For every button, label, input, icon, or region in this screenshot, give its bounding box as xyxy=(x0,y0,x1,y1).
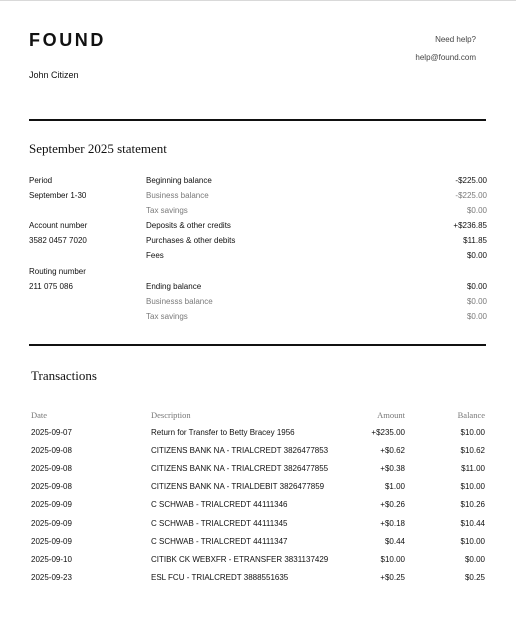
period-value: September 1-30 xyxy=(29,191,87,200)
account-number-label: Account number xyxy=(29,221,88,230)
summary-value: +$236.85 xyxy=(453,221,487,230)
summary-label: Beginning balance xyxy=(146,176,212,185)
summary-label: Deposits & other credits xyxy=(146,221,231,230)
transaction-amount: $0.44 xyxy=(384,536,405,546)
transaction-description: CITIZENS BANK NA - TRIALCREDT 3826477855 xyxy=(151,464,329,474)
summary-value: $0.00 xyxy=(466,206,487,215)
transaction-date: 2025-09-08 xyxy=(31,464,72,474)
transaction-date: 2025-09-08 xyxy=(31,446,72,456)
transaction-balance: $11.00 xyxy=(461,464,485,474)
divider-middle xyxy=(29,344,486,346)
summary-value: -$225.00 xyxy=(455,176,487,185)
summary-label: Business balance xyxy=(146,191,209,200)
transaction-balance: $0.00 xyxy=(464,554,485,564)
routing-number-value: 211 075 086 xyxy=(29,282,73,291)
statement-title: September 2025 statement xyxy=(29,141,167,156)
transaction-description: C SCHWAB - TRIALCREDT 44111345 xyxy=(151,518,288,528)
summary-value: $0.00 xyxy=(466,312,487,321)
help-label: Need help? xyxy=(435,35,476,44)
column-header-description: Description xyxy=(151,410,191,420)
transaction-amount: +$235.00 xyxy=(371,428,405,437)
brand-logo: FOUND xyxy=(29,30,106,50)
summary-label: Purchases & other debits xyxy=(146,236,236,245)
transaction-amount: +$0.26 xyxy=(380,500,405,510)
summary-label: Ending balance xyxy=(146,282,202,291)
help-email-link[interactable]: help@found.com xyxy=(415,53,476,62)
transaction-amount: +$0.18 xyxy=(380,518,405,528)
summary-label: Tax savings xyxy=(146,312,188,321)
summary-label: Tax savings xyxy=(146,206,188,215)
transaction-balance: $10.62 xyxy=(460,446,485,456)
summary-value: $11.85 xyxy=(463,236,487,245)
transaction-amount: +$0.62 xyxy=(380,446,405,456)
transaction-date: 2025-09-07 xyxy=(31,428,72,437)
transaction-description: Return for Transfer to Betty Bracey 1956 xyxy=(151,428,295,437)
transaction-balance: $10.00 xyxy=(460,482,485,492)
transaction-balance: $0.25 xyxy=(464,572,485,582)
transaction-date: 2025-09-09 xyxy=(31,536,72,546)
transaction-description: CITIZENS BANK NA - TRIALCREDT 3826477853 xyxy=(151,446,329,456)
period-label: Period xyxy=(29,176,53,185)
transaction-date: 2025-09-08 xyxy=(31,482,72,492)
transaction-description: CITIZENS BANK NA - TRIALDEBIT 3826477859 xyxy=(151,482,325,492)
top-border xyxy=(0,0,516,1)
transaction-amount: $1.00 xyxy=(384,482,405,492)
transaction-balance: $10.00 xyxy=(460,536,485,546)
transaction-balance: $10.44 xyxy=(460,518,485,528)
transaction-description: C SCHWAB - TRIALCREDT 44111346 xyxy=(151,500,288,510)
transaction-date: 2025-09-23 xyxy=(31,572,72,582)
summary-value: $0.00 xyxy=(466,282,487,291)
summary-value: -$225.00 xyxy=(455,191,487,200)
routing-number-label: Routing number xyxy=(29,267,86,276)
transaction-date: 2025-09-10 xyxy=(31,554,72,564)
transaction-balance: $10.26 xyxy=(460,500,485,510)
customer-name: John Citizen xyxy=(29,70,79,80)
divider-top xyxy=(29,119,486,121)
transaction-description: ESL FCU - TRIALCREDT 3888551635 xyxy=(151,572,289,582)
transaction-date: 2025-09-09 xyxy=(31,518,72,528)
column-header-balance: Balance xyxy=(457,410,485,420)
transaction-description: C SCHWAB - TRIALCREDT 44111347 xyxy=(151,536,288,546)
summary-label: Fees xyxy=(146,251,164,260)
summary-value: $0.00 xyxy=(466,297,487,306)
transaction-amount: $10.00 xyxy=(380,554,405,564)
transaction-amount: +$0.25 xyxy=(380,572,405,582)
transactions-title: Transactions xyxy=(31,368,97,383)
transaction-balance: $10.00 xyxy=(460,428,485,437)
summary-value: $0.00 xyxy=(466,251,487,260)
transaction-date: 2025-09-09 xyxy=(31,500,72,510)
account-number-value: 3582 0457 7020 xyxy=(29,236,87,245)
column-header-amount: Amount xyxy=(377,410,405,420)
transaction-amount: +$0.38 xyxy=(380,464,405,474)
column-header-date: Date xyxy=(31,410,48,420)
transaction-description: CITIBK CK WEBXFR - ETRANSFER 3831137429 xyxy=(151,554,329,564)
summary-label: Businesss balance xyxy=(146,297,213,306)
